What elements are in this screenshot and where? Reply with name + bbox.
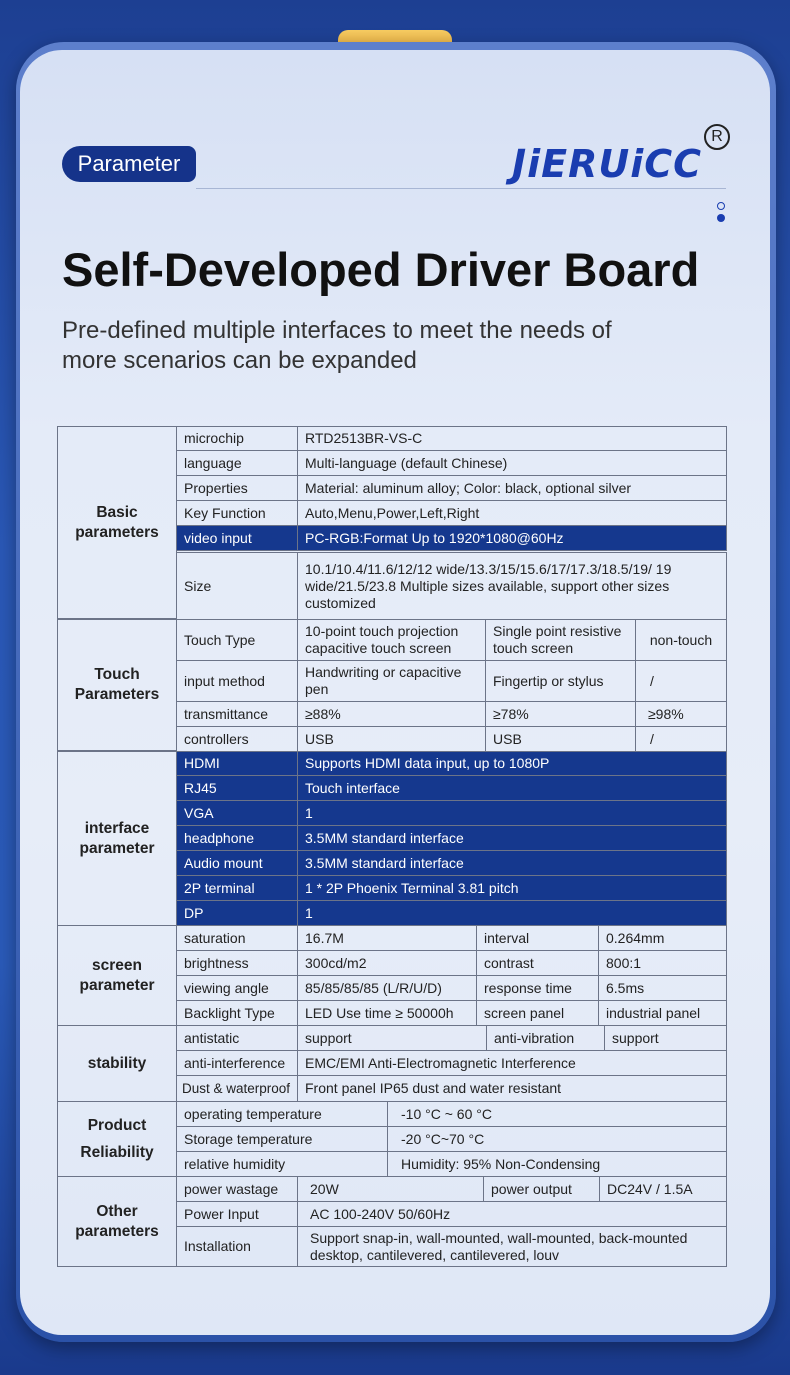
label-cell-highlight: DP [176,900,298,926]
label-cell-highlight: VGA [176,800,298,826]
label-cell: Power Input [176,1201,298,1227]
label-cell: Installation [176,1226,298,1267]
value-cell-highlight: 1 * 2P Phoenix Terminal 3.81 pitch [297,875,727,901]
value-cell: Auto,Menu,Power,Left,Right [297,500,727,526]
value-cell: 20W [297,1176,484,1202]
value-cell: ≥98% [635,701,727,727]
value-cell: ≥78% [485,701,636,727]
value-cell: 800:1 [598,950,727,976]
label-cell: microchip [176,426,298,451]
section-touch: Touch Parameters [57,619,177,751]
value-cell-highlight: Supports HDMI data input, up to 1080P [297,751,727,776]
label-cell: Touch Type [176,619,298,661]
spec-table [57,426,727,1267]
value-cell: USB [297,726,486,752]
brand-logo: JiERUiCC [512,142,703,186]
label-cell: power output [483,1176,600,1202]
label-cell-highlight: RJ45 [176,775,298,801]
value-cell: Handwriting or capacitive pen [297,660,486,702]
label-cell: Storage temperature [176,1126,388,1152]
section-reliability [57,1101,177,1177]
value-cell: 6.5ms [598,975,727,1001]
label-cell: saturation [176,925,298,951]
value-cell: Multi-language (default Chinese) [297,450,727,476]
label-cell: Backlight Type [176,1000,298,1026]
value-cell: Material: aluminum alloy; Color: black, optional silver [297,475,727,501]
value-cell: Fingertip or stylus [485,660,636,702]
dot-outline-icon [717,202,725,210]
label-cell-highlight: 2P terminal [176,875,298,901]
label-cell: input method [176,660,298,702]
label-cell: anti-interference [176,1050,298,1076]
value-cell: Humidity: 95% Non-Condensing [387,1151,727,1177]
value-cell: support [604,1025,727,1051]
value-cell-highlight: 1 [297,900,727,926]
value-cell: USB [485,726,636,752]
dot-filled-icon [717,214,725,222]
value-cell: Front panel IP65 dust and water resistant [297,1075,727,1102]
value-cell: 16.7M [297,925,477,951]
label-cell-highlight: video input [176,525,298,551]
label-cell: brightness [176,950,298,976]
label-cell: screen panel [476,1000,599,1026]
page-title: Self-Developed Driver Board [62,243,700,296]
section-reliability-line-2: Reliability [80,1143,154,1161]
label-cell: language [176,450,298,476]
parameter-tag: Parameter [62,146,196,182]
value-cell-highlight: 1 [297,800,727,826]
value-cell: 85/85/85/85 (L/R/U/D) [297,975,477,1001]
value-cell: 10.1/10.4/11.6/12/12 wide/13.3/15/15.6/17/17.3/18.5/19/ 19 wide/21.5/23.8 Multiple sizes available, support other sizes customized [297,552,727,620]
section-other: Other parameters [57,1176,177,1267]
value-cell: LED Use time ≥ 50000h [297,1000,477,1026]
value-cell-highlight: 3.5MM standard interface [297,850,727,876]
label-cell: Dust & waterproof [176,1075,298,1102]
value-cell: non-touch [635,619,727,661]
label-cell-highlight: Audio mount [176,850,298,876]
value-cell: support [297,1025,487,1051]
value-cell: 0.264mm [598,925,727,951]
label-cell: controllers [176,726,298,752]
label-cell: Key Function [176,500,298,526]
value-cell: ≥88% [297,701,486,727]
value-cell: industrial panel [598,1000,727,1026]
value-cell: RTD2513BR-VS-C [297,426,727,451]
label-cell: interval [476,925,599,951]
section-reliability-line-1: Product [87,1116,147,1134]
label-cell: antistatic [176,1025,298,1051]
registered-mark: R [704,124,730,150]
value-cell: Single point resistive touch screen [485,619,636,661]
section-screen: screen parameter [57,925,177,1026]
section-stability: stability [57,1025,177,1102]
section-interface: interface parameter [57,751,177,926]
label-cell: Size [176,552,298,620]
value-cell: -10 °C ~ 60 °C [387,1101,727,1127]
label-cell: Properties [176,475,298,501]
header-divider [196,188,726,189]
value-cell: -20 °C~70 °C [387,1126,727,1152]
value-cell: AC 100-240V 50/60Hz [297,1201,727,1227]
label-cell: relative humidity [176,1151,388,1177]
value-cell: 10-point touch projection capacitive touch screen [297,619,486,661]
label-cell: transmittance [176,701,298,727]
value-cell-highlight: 3.5MM standard interface [297,825,727,851]
label-cell: viewing angle [176,975,298,1001]
value-cell: / [635,660,727,702]
subtitle-line-1: Pre-defined multiple interfaces to meet the needs of [62,317,612,344]
value-cell-highlight: Touch interface [297,775,727,801]
label-cell: anti-vibration [486,1025,605,1051]
label-cell: power wastage [176,1176,298,1202]
value-cell: 300cd/m2 [297,950,477,976]
value-cell: Support snap-in, wall-mounted, wall-mounted, back-mounted desktop, cantilevered, cantilevered, louv [297,1226,727,1267]
page-subtitle [62,316,722,376]
value-cell-highlight: PC-RGB:Format Up to 1920*1080@60Hz [297,525,727,551]
label-cell: operating temperature [176,1101,388,1127]
value-cell: EMC/EMI Anti-Electromagnetic Interference [297,1050,727,1076]
subtitle-line-2: more scenarios can be expanded [62,347,417,374]
label-cell-highlight: HDMI [176,751,298,776]
value-cell: DC24V / 1.5A [599,1176,727,1202]
label-cell: contrast [476,950,599,976]
value-cell: / [635,726,727,752]
label-cell: response time [476,975,599,1001]
label-cell-highlight: headphone [176,825,298,851]
section-basic: Basic parameters [57,426,177,619]
